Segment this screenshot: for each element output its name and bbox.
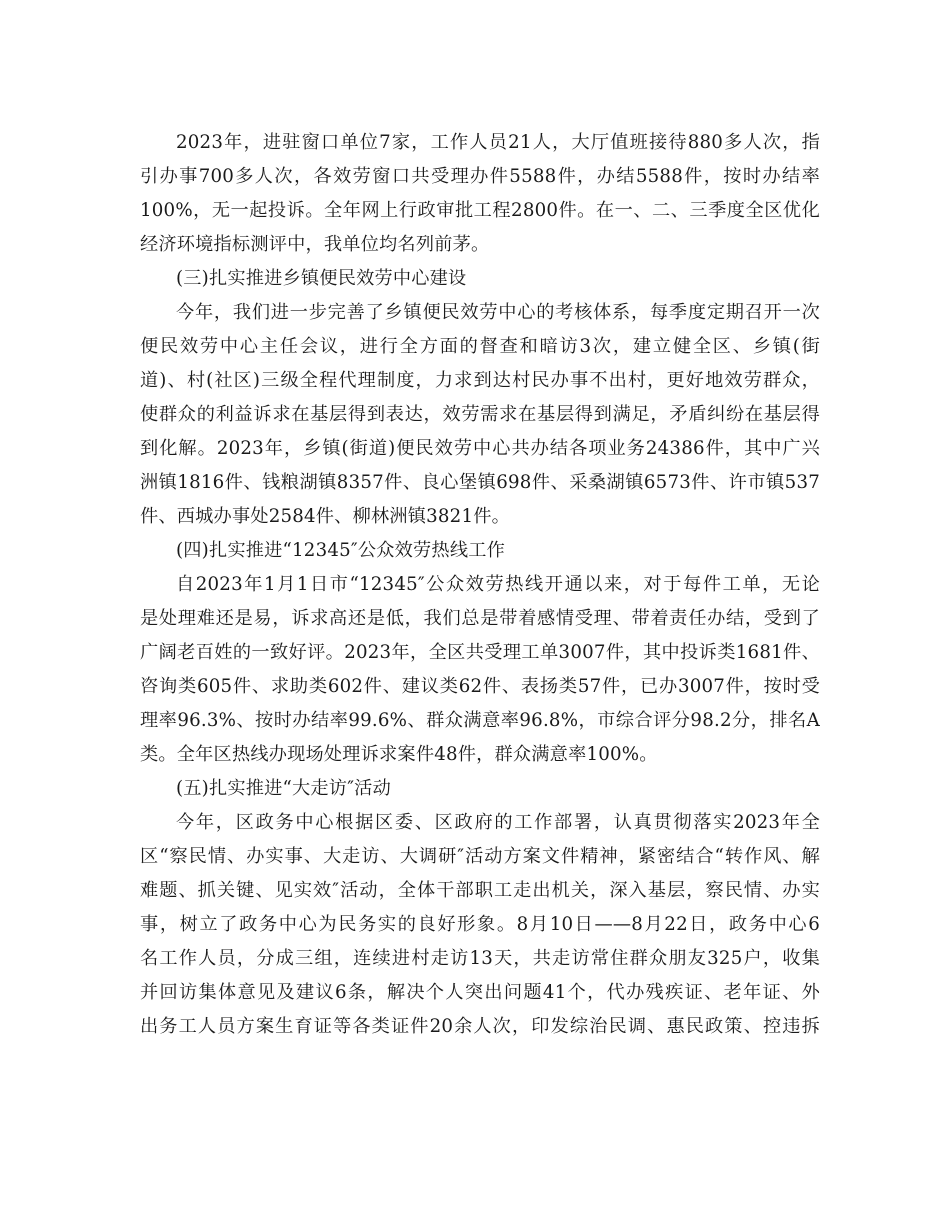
- section-heading-4: (四)扎实推进“12345″公众效劳热线工作: [176, 540, 505, 561]
- paragraph-hotline-line-3: 广阔老百姓的一致好评。2023年，全区共受理工单3007件，其中投诉类1681件、: [140, 642, 820, 663]
- paragraph-visit-line-1: 今年，区政务中心根据区委、区政府的工作部署，认真贯彻落实2023年全: [176, 812, 820, 833]
- section-heading-3: (三)扎实推进乡镇便民效劳中心建设: [176, 268, 467, 289]
- paragraph-township-line-6: 洲镇1816件、钱粮湖镇8357件、良心堡镇698件、采桑湖镇6573件、许市镇537: [140, 472, 820, 493]
- paragraph-hotline-line-1: 自2023年1月1日市“12345″公众效劳热线开通以来，对于每件工单，无论: [176, 574, 820, 595]
- paragraph-hotline-line-2: 是处理难还是易，诉求高还是低，我们总是带着感情受理、带着责任办结，受到了: [140, 608, 820, 629]
- paragraph-visit-line-2: 区“察民情、办实事、大走访、大调研″活动方案文件精神，紧密结合“转作风、解: [140, 846, 820, 867]
- paragraph-visit-line-3: 难题、抓关键、见实效″活动，全体干部职工走出机关，深入基层，察民情、办实: [140, 880, 820, 901]
- paragraph-window-stats-line-4: 经济环境指标测评中，我单位均名列前茅。: [140, 234, 490, 255]
- paragraph-visit-line-4: 事，树立了政务中心为民务实的良好形象。8月10日——8月22日，政务中心6: [140, 914, 820, 935]
- paragraph-township-line-2: 便民效劳中心主任会议，进行全方面的督查和暗访3次，建立健全区、乡镇(街: [140, 336, 820, 357]
- section-heading-5: (五)扎实推进“大走访″活动: [176, 778, 391, 799]
- paragraph-township-line-3: 道)、村(社区)三级全程代理制度，力求到达村民办事不出村，更好地效劳群众，: [140, 370, 820, 391]
- paragraph-window-stats-line-2: 引办事700多人次，各效劳窗口共受理办件5588件，办结5588件，按时办结率: [140, 166, 820, 187]
- paragraph-window-stats-line-3: 100%，无一起投诉。全年网上行政审批工程2800件。在一、二、三季度全区优化: [140, 200, 820, 221]
- paragraph-hotline-line-4: 咨询类605件、求助类602件、建议类62件、表扬类57件，已办3007件，按时受: [140, 676, 820, 697]
- paragraph-hotline-line-6: 类。全年区热线办现场处理诉求案件48件，群众满意率100%。: [140, 744, 658, 765]
- paragraph-visit-line-7: 出务工人员方案生育证等各类证件20余人次，印发综治民调、惠民政策、控违拆: [140, 1016, 820, 1037]
- paragraph-visit-line-6: 并回访集体意见及建议6条，解决个人突出问题41个，代办残疾证、老年证、外: [140, 982, 820, 1003]
- paragraph-hotline-line-5: 理率96.3%、按时办结率99.6%、群众满意率96.8%，市综合评分98.2分，排名A: [140, 710, 820, 731]
- paragraph-township-line-7: 件、西城办事处2584件、柳林洲镇3821件。: [140, 506, 510, 527]
- paragraph-township-line-5: 到化解。2023年，乡镇(街道)便民效劳中心共办结各项业务24386件，其中广兴: [140, 438, 820, 459]
- paragraph-township-line-1: 今年，我们进一步完善了乡镇便民效劳中心的考核体系，每季度定期召开一次: [176, 302, 820, 323]
- paragraph-township-line-4: 使群众的利益诉求在基层得到表达，效劳需求在基层得到满足，矛盾纠纷在基层得: [140, 404, 820, 425]
- paragraph-window-stats-line-1: 2023年，进驻窗口单位7家，工作人员21人，大厅值班接待880多人次，指: [176, 132, 820, 153]
- paragraph-visit-line-5: 名工作人员，分成三组，连续进村走访13天，共走访常住群众朋友325户，收集: [140, 948, 820, 969]
